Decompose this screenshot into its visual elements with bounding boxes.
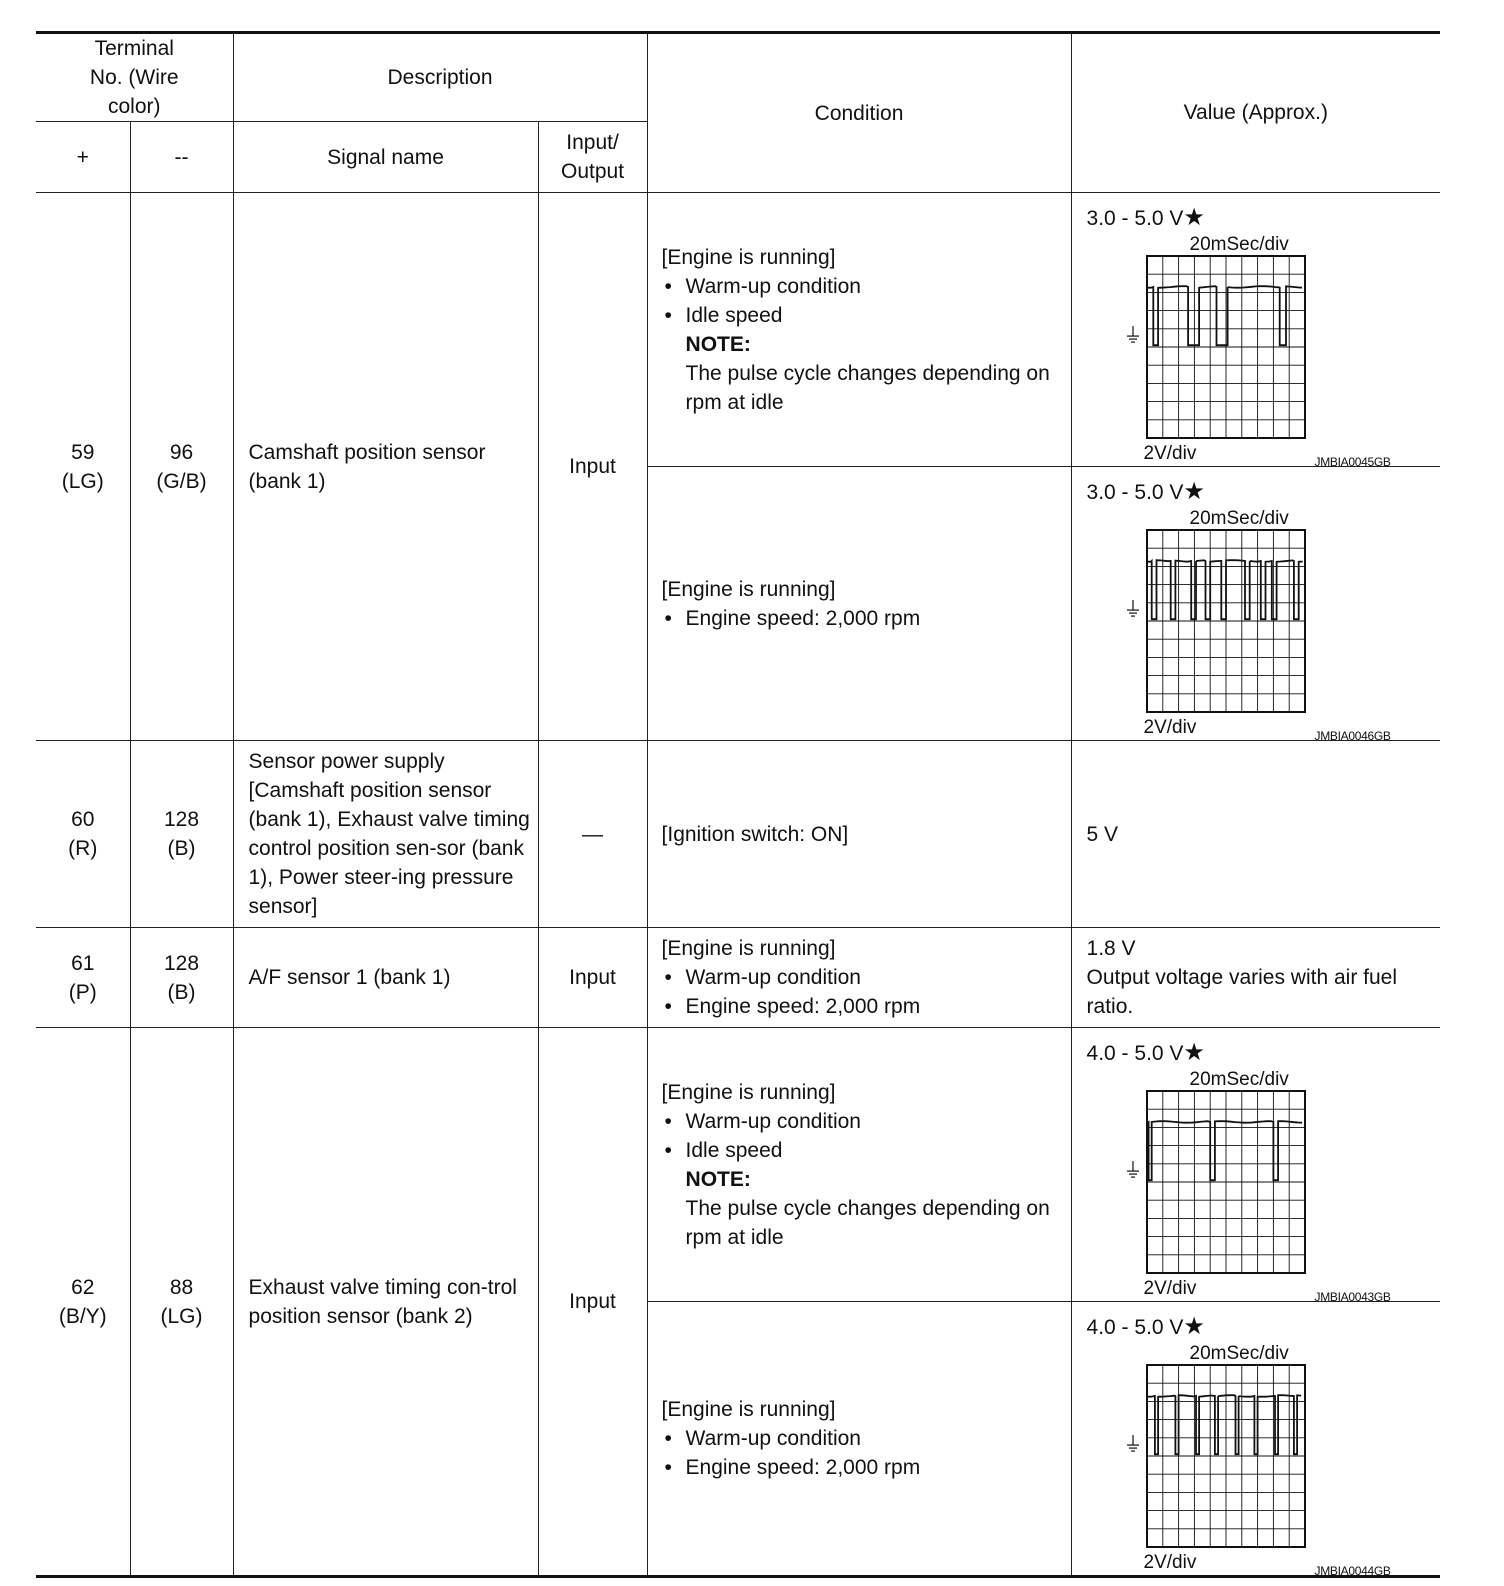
minus-terminal: 96 (G/B)	[130, 193, 233, 741]
ecm-terminal-table	[36, 31, 1440, 1578]
oscilloscope-grid	[1087, 1343, 1417, 1575]
value-text: 4.0 - 5.0 V	[1086, 1042, 1184, 1065]
note-label: NOTE:	[685, 332, 751, 356]
minus-header: --	[130, 122, 233, 193]
note-text: The pulse cycle changes depending on rpm at idle	[685, 361, 1050, 414]
condition-cell: [Engine is running] • Warm-up condition • Idle speed NOTE: The pulse cycle changes depending on rpm at idle	[647, 193, 1071, 467]
value-cell	[1071, 1028, 1440, 1302]
star-icon: ★	[1183, 478, 1205, 505]
pulse-trace	[1147, 1121, 1302, 1180]
signal-name: A/F sensor 1 (bank 1)	[233, 928, 538, 1028]
condition-cell: [Engine is running] • Engine speed: 2,000 rpm	[647, 467, 1071, 741]
plus-terminal: 62 (B/Y)	[36, 1028, 130, 1577]
oscilloscope-grid	[1087, 1069, 1417, 1301]
pulse-trace	[1147, 560, 1303, 619]
list-item: • Warm-up condition	[662, 1107, 1063, 1136]
list-item: • Engine speed: 2,000 rpm	[662, 992, 1063, 1021]
table-row	[36, 928, 1440, 1028]
plus-terminal: 61 (P)	[36, 928, 130, 1028]
list-item: • Engine speed: 2,000 rpm	[662, 1453, 1063, 1482]
waveform-figure: 20mSec/div 2V/div JMBIA0043GB	[1087, 1069, 1417, 1301]
list-item: • Warm-up condition	[662, 272, 1063, 301]
condition-header: Condition	[647, 33, 1071, 193]
list-item: • Warm-up condition	[662, 963, 1063, 992]
signal-name: Sensor power supply [Camshaft position sensor (bank 1), Exhaust valve timing control position sen-sor (bank 1), Power steer-ing pressure sensor]	[233, 741, 538, 928]
minus-terminal: 128 (B)	[130, 928, 233, 1028]
plus-terminal: 59 (LG)	[36, 193, 130, 741]
minus-terminal: 128 (B)	[130, 741, 233, 928]
value-text: 3.0 - 5.0 V	[1086, 481, 1184, 504]
waveform-figure: 20mSec/div 2V/div JMBIA0046GB	[1087, 508, 1417, 740]
waveform-figure: 20mSec/div 2V/div JMBIA0045GB	[1087, 234, 1417, 466]
oscilloscope-grid	[1087, 234, 1417, 466]
table-row	[36, 193, 1440, 467]
signal-name: Exhaust valve timing con-trol position sensor (bank 2)	[233, 1028, 538, 1577]
io-cell: Input	[538, 193, 647, 741]
input-output-header: Input/ Output	[538, 122, 647, 193]
minus-terminal: 88 (LG)	[130, 1028, 233, 1577]
value-text: 4.0 - 5.0 V	[1086, 1316, 1184, 1339]
io-cell: Input	[538, 1028, 647, 1577]
terminal-no-header: Terminal No. (Wire color)	[36, 33, 233, 122]
io-cell: Input	[538, 928, 647, 1028]
signal-name: Camshaft position sensor (bank 1)	[233, 193, 538, 741]
note-text: The pulse cycle changes depending on rpm at idle	[685, 1196, 1050, 1249]
oscilloscope-grid	[1087, 508, 1417, 740]
star-icon: ★	[1183, 1313, 1205, 1340]
note-label: NOTE:	[685, 1167, 751, 1191]
value-cell	[1071, 1302, 1440, 1577]
condition-cell: [Engine is running] • Warm-up condition • Engine speed: 2,000 rpm	[647, 928, 1071, 1028]
pulse-trace	[1147, 286, 1302, 345]
condition-cell: [Engine is running] • Warm-up condition • Engine speed: 2,000 rpm	[647, 1302, 1071, 1577]
waveform-figure: 20mSec/div 2V/div JMBIA0044GB	[1087, 1343, 1417, 1575]
star-icon: ★	[1183, 204, 1205, 231]
value-text: 3.0 - 5.0 V	[1086, 207, 1184, 230]
list-item: • Idle speed	[662, 1136, 1063, 1165]
table-row	[36, 741, 1440, 928]
description-header: Description	[233, 33, 647, 122]
condition-cell: [Engine is running] • Warm-up condition • Idle speed NOTE: The pulse cycle changes depending on rpm at idle	[647, 1028, 1071, 1302]
value-cell	[1071, 193, 1440, 467]
signal-name-header: Signal name	[233, 122, 538, 193]
value-cell: 5 V	[1071, 741, 1440, 928]
list-item: • Idle speed	[662, 301, 1063, 330]
list-item: • Warm-up condition	[662, 1424, 1063, 1453]
table-row	[36, 1028, 1440, 1302]
io-cell: —	[538, 741, 647, 928]
value-header: Value (Approx.)	[1071, 33, 1440, 193]
list-item: • Engine speed: 2,000 rpm	[662, 604, 1063, 633]
value-cell: 1.8 V Output voltage varies with air fuel ratio.	[1071, 928, 1440, 1028]
plus-terminal: 60 (R)	[36, 741, 130, 928]
plus-header: +	[36, 122, 130, 193]
star-icon: ★	[1183, 1039, 1205, 1066]
condition-cell: [Ignition switch: ON]	[647, 741, 1071, 928]
value-cell	[1071, 467, 1440, 741]
pulse-trace	[1147, 1395, 1301, 1454]
